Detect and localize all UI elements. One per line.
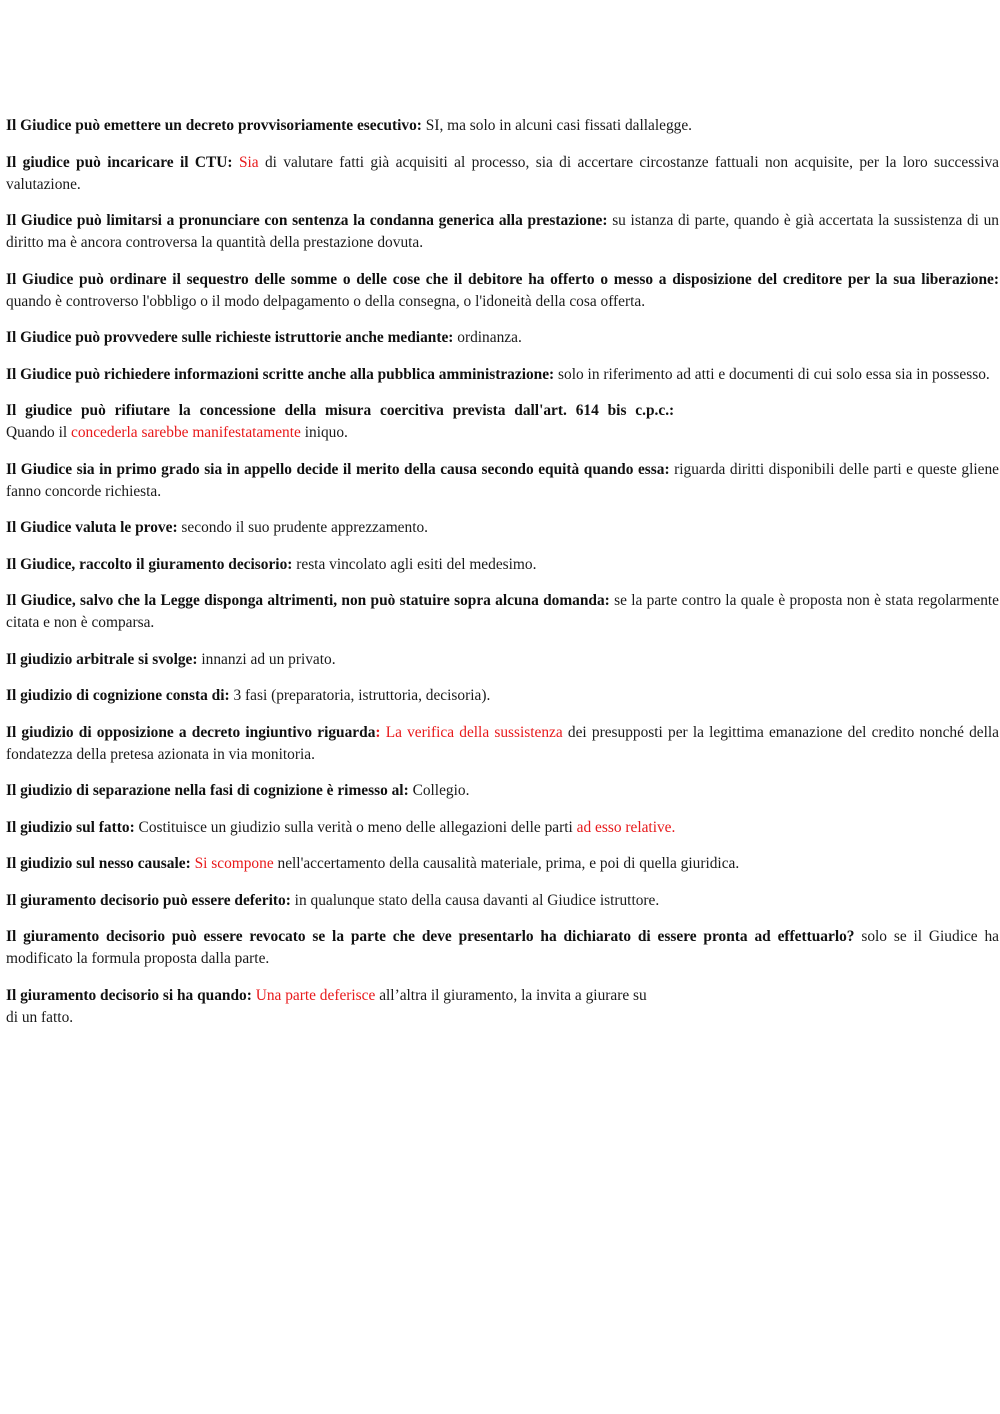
question-text: Il giudizio sul fatto: <box>6 818 135 836</box>
document-body <box>6 115 999 1043</box>
answer-continuation: di un fatto. <box>6 1008 74 1026</box>
entry-17 <box>6 853 999 875</box>
answer-highlight: La verifica della sussistenza <box>380 723 563 741</box>
answer-text: nell'accertamento della causalità materiale, prima, e poi di quella giuridica. <box>273 855 740 872</box>
entry-11 <box>6 590 999 634</box>
answer-text: innanzi ad un privato. <box>197 650 336 668</box>
answer-text: quando è controverso l'obbligo o il modo delpagamento o della consegna, o l'idoneità della cosa offerta. <box>6 292 646 310</box>
entry-18 <box>6 890 999 912</box>
question-text: Il giudizio di opposizione a decreto ingiuntivo riguarda <box>6 723 376 741</box>
question-text: Il Giudice può limitarsi a pronunciare con sentenza la condanna generica alla prestazione: <box>6 212 608 229</box>
answer-highlight: ad esso relative. <box>576 818 676 836</box>
question-text: Il Giudice può provvedere sulle richieste istruttorie anche mediante: <box>6 329 454 346</box>
entry-14 <box>6 722 999 766</box>
answer-text: resta vincolato agli esiti del medesimo. <box>292 555 537 573</box>
entry-16 <box>6 817 999 839</box>
answer-text: iniquo. <box>300 424 348 441</box>
question-text: Il giuramento decisorio si ha quando: <box>6 986 252 1004</box>
entry-1 <box>6 115 999 137</box>
entry-5 <box>6 327 999 349</box>
question-text: Il giudizio di separazione nella fasi di cognizione è rimesso al: <box>6 782 409 799</box>
question-text: Il giudizio arbitrale si svolge: <box>6 650 198 668</box>
answer-text: all’altra il giuramento, la invita a giurare su <box>375 986 647 1004</box>
question-text: Il giudice può rifiutare la concessione della misura coercitiva prevista dall'art. 614 bis c.p.c.: <box>6 402 675 419</box>
answer-highlight: Sia <box>232 153 259 171</box>
question-text: Il Giudice può emettere un decreto provvisoriamente esecutivo: <box>6 117 422 134</box>
entry-15 <box>6 780 999 802</box>
answer-highlight: Una parte deferisce <box>251 986 376 1004</box>
entry-10 <box>6 554 999 576</box>
answer-text: Collegio. <box>408 782 470 799</box>
answer-text: dei presupposti per la legittima emanazione del credito nonché della fondatezza della pretesa azionata in via monitoria. <box>6 723 1000 763</box>
entry-9 <box>6 517 999 539</box>
question-text: Il Giudice può ordinare il sequestro delle somme o delle cose che il debitore ha offerto o messo a disposizione del creditore per la sua liberazione: <box>6 270 999 288</box>
answer-highlight: Si scompone <box>190 855 274 872</box>
question-text: Il Giudice può richiedere informazioni scritte anche alla pubblica amministrazione: <box>6 365 555 383</box>
entry-7 <box>6 400 999 444</box>
entry-2 <box>6 152 999 196</box>
question-text: Il giuramento decisorio può essere revocato se la parte che deve presentarlo ha dichiarato di essere pronta ad effettuarlo? <box>6 928 855 945</box>
entry-20 <box>6 985 999 1029</box>
question-colon: : <box>375 723 381 741</box>
entry-19 <box>6 926 999 970</box>
question-text: Il Giudice, salvo che la Legge disponga altrimenti, non può statuire sopra alcuna domanda: <box>6 592 610 609</box>
question-text: Il Giudice, raccolto il giuramento decisorio: <box>6 555 293 573</box>
answer-text: se la parte contro la quale è proposta non è stata regolarmente citata e non è comparsa. <box>6 592 1000 631</box>
answer-highlight: concederla sarebbe manifestatamente <box>70 424 301 441</box>
question-text: Il Giudice valuta le prove: <box>6 519 178 536</box>
entry-6 <box>6 364 999 386</box>
answer-text: secondo il suo prudente apprezzamento. <box>177 519 429 536</box>
answer-text: su istanza di parte, quando è già accertata la sussistenza di un diritto ma è ancora controversa la quantità della prestazione dovuta. <box>6 212 999 251</box>
entry-13 <box>6 685 999 707</box>
answer-text: di valutare fatti già acquisiti al processo, sia di accertare circostanze fattuali non acquisite, per la loro successiva valutazione. <box>6 153 1000 193</box>
answer-text: solo in riferimento ad atti e documenti di cui solo essa sia in possesso. <box>554 365 990 383</box>
entry-4 <box>6 269 999 313</box>
question-text: Il giuramento decisorio può essere deferito: <box>6 891 291 909</box>
answer-text: ordinanza. <box>453 329 522 346</box>
entry-12 <box>6 649 999 671</box>
answer-text: Costituisce un giudizio sulla verità o meno delle allegazioni delle parti <box>134 818 577 836</box>
question-text: Il giudizio sul nesso causale: <box>6 855 191 872</box>
entry-3 <box>6 210 999 254</box>
question-text: Il giudice può incaricare il CTU: <box>6 153 233 171</box>
answer-text: 3 fasi (preparatoria, istruttoria, decisoria). <box>229 687 491 704</box>
answer-text: riguarda diritti disponibili delle parti e queste gliene fanno concorde richiesta. <box>6 460 999 500</box>
question-text: Il Giudice sia in primo grado sia in appello decide il merito della causa secondo equità quando essa: <box>6 460 670 478</box>
answer-text: in qualunque stato della causa davanti al Giudice istruttore. <box>290 891 660 909</box>
question-text: Il giudizio di cognizione consta di: <box>6 687 230 704</box>
entry-8 <box>6 459 999 503</box>
answer-text: solo se il Giudice ha modificato la formula proposta dalla parte. <box>6 928 999 967</box>
answer-prefix: Quando il <box>6 424 71 441</box>
answer-text: SI, ma solo in alcuni casi fissati dallalegge. <box>421 117 693 134</box>
